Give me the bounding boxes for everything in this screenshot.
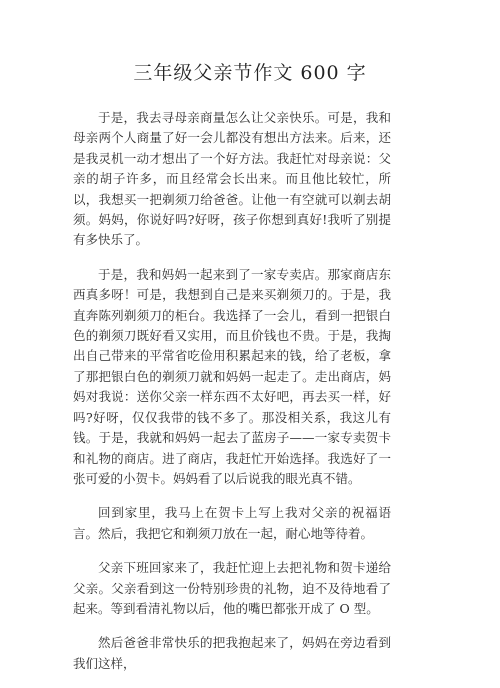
paragraph: 回到家里，我马上在贺卡上写上我对父亲的祝福语言。然后，我把它和剃须刀放在一起，耐心地等待着。 [73,505,391,541]
document-title: 三年级父亲节作文 600 字 [133,62,367,84]
document-body [73,108,391,688]
paragraph: 于是，我去寻母亲商量怎么让父亲快乐。可是，我和母亲两个人商量了好一会儿都没有想出方法来。后来，还是我灵机一动才想出了一个好方法。我赶忙对母亲说：父亲的胡子许多，而且经常会长出来。而且他比较忙，所以，我想买一把剃须刀给爸爸。让他一有空就可以剃去胡须。妈妈，你说好吗?好呀，孩子你想到真好!我听了别提有多快乐了。 [73,110,391,248]
paragraph: 于是，我和妈妈一起来到了一家专卖店。那家商店东西真多呀！可是，我想到自己是来买剃须刀的。于是，我直奔陈列剃须刀的柜台。我选择了一会儿，看到一把银白色的剃须刀既好看又实用，而且价钱也不贵。于是，我掏出自己带来的平常省吃俭用积累起来的钱，给了老板，拿了那把银白色的剃须刀就和妈妈一起走了。走出商店，妈妈对我说：送你父亲一样东西不太好吧，再去买一样，好吗?好呀，仅仅我带的钱不多了。那没相关系，我这儿有钱。于是，我就和妈妈一起去了蓝房子——一家专卖贺卡和礼物的商店。进了商店，我赶忙开始选择。我选好了一张可爱的小贺卡。妈妈看了以后说我的眼光真不错。 [73,266,391,486]
paragraph: 然后爸爸非常快乐的把我抱起来了，妈妈在旁边看到我们这样， [73,635,391,671]
paragraph: 父亲下班回家来了，我赶忙迎上去把礼物和贺卡递给父亲。父亲看到这一份特别珍贵的礼物，迫不及待地看了起来。等到看清礼物以后，他的嘴巴都张开成了 O 型。 [73,560,391,616]
